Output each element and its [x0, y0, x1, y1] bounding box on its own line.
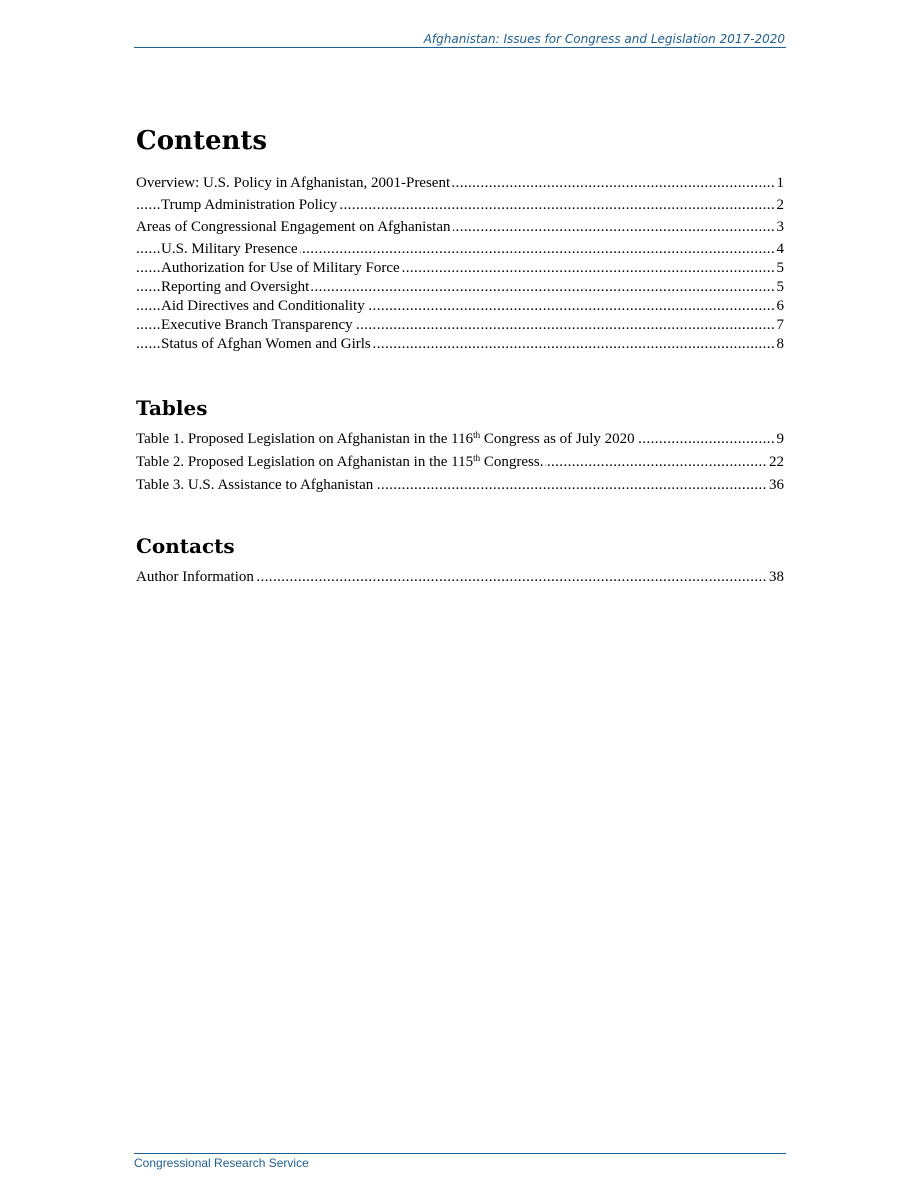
contact-entry[interactable]: [136, 568, 784, 587]
contents-list: [136, 174, 784, 354]
toc-entry-page: 7: [774, 316, 785, 335]
tables-list: [136, 430, 784, 499]
toc-entry-page: 2: [774, 196, 785, 215]
table-entry-title-prefix: Table 3. U.S. Assistance to Afghanistan: [136, 477, 374, 493]
toc-entry-title: Areas of Congressional Engagement on Afghanistan: [136, 219, 451, 235]
toc-entry[interactable]: [136, 278, 784, 297]
contact-entry-page: 38: [766, 568, 784, 587]
toc-entry[interactable]: [136, 240, 784, 259]
toc-entry-page: 3: [774, 218, 785, 237]
contacts-list: [136, 568, 784, 587]
toc-entry[interactable]: [136, 218, 784, 237]
toc-entry-page: 8: [774, 335, 785, 354]
toc-entry-title: Executive Branch Transparency: [161, 317, 353, 333]
table-entry-page: 36: [766, 476, 784, 495]
toc-entry-page: 5: [774, 278, 785, 297]
table-entry-title-prefix: Table 1. Proposed Legislation on Afghanistan in the 116: [136, 431, 474, 447]
table-entry-title: [136, 477, 375, 493]
toc-entry-title: Reporting and Oversight: [161, 279, 310, 295]
table-entry-title: [136, 454, 545, 470]
contents-heading: Contents: [136, 126, 268, 156]
toc-entry-title: Aid Directives and Conditionality: [161, 298, 365, 314]
toc-entry-title: Status of Afghan Women and Girls: [161, 336, 371, 352]
ordinal-suffix: th: [473, 453, 481, 463]
toc-entry-page: 4: [774, 240, 785, 259]
contact-entry-title: Author Information: [136, 569, 254, 585]
table-entry-page: 9: [774, 430, 785, 449]
table-entry-title-suffix: Congress.: [480, 454, 544, 470]
running-footer: [134, 1153, 786, 1170]
toc-entry[interactable]: [136, 174, 784, 193]
toc-entry[interactable]: [136, 316, 784, 335]
table-entry-page: 22: [766, 453, 784, 472]
toc-entry-title: Overview: U.S. Policy in Afghanistan, 2001-Present: [136, 175, 451, 191]
footer-organization: Congressional Research Service: [134, 1156, 309, 1170]
tables-heading: Tables: [136, 396, 208, 420]
toc-entry-page: 5: [774, 259, 785, 278]
toc-entry-title: Authorization for Use of Military Force: [161, 260, 400, 276]
table-entry[interactable]: [136, 476, 784, 499]
toc-entry[interactable]: [136, 335, 784, 354]
contacts-heading: Contacts: [136, 534, 235, 558]
table-entry-title: [136, 431, 637, 447]
toc-entry-page: 1: [774, 174, 785, 193]
toc-entry[interactable]: [136, 297, 784, 316]
running-header: [134, 32, 786, 48]
table-entry-title-suffix: Congress as of July 2020: [480, 431, 635, 447]
toc-entry[interactable]: [136, 196, 784, 215]
table-entry-title-prefix: Table 2. Proposed Legislation on Afghanistan in the 115: [136, 454, 474, 470]
toc-entry-page: 6: [774, 297, 785, 316]
toc-entry[interactable]: [136, 259, 784, 278]
running-header-title: Afghanistan: Issues for Congress and Legislation 2017-2020: [423, 32, 785, 46]
table-entry[interactable]: [136, 430, 784, 453]
ordinal-suffix: th: [473, 430, 481, 440]
toc-entry-title: Trump Administration Policy: [161, 197, 338, 213]
table-entry[interactable]: [136, 453, 784, 476]
toc-entry-title: U.S. Military Presence: [161, 241, 298, 257]
